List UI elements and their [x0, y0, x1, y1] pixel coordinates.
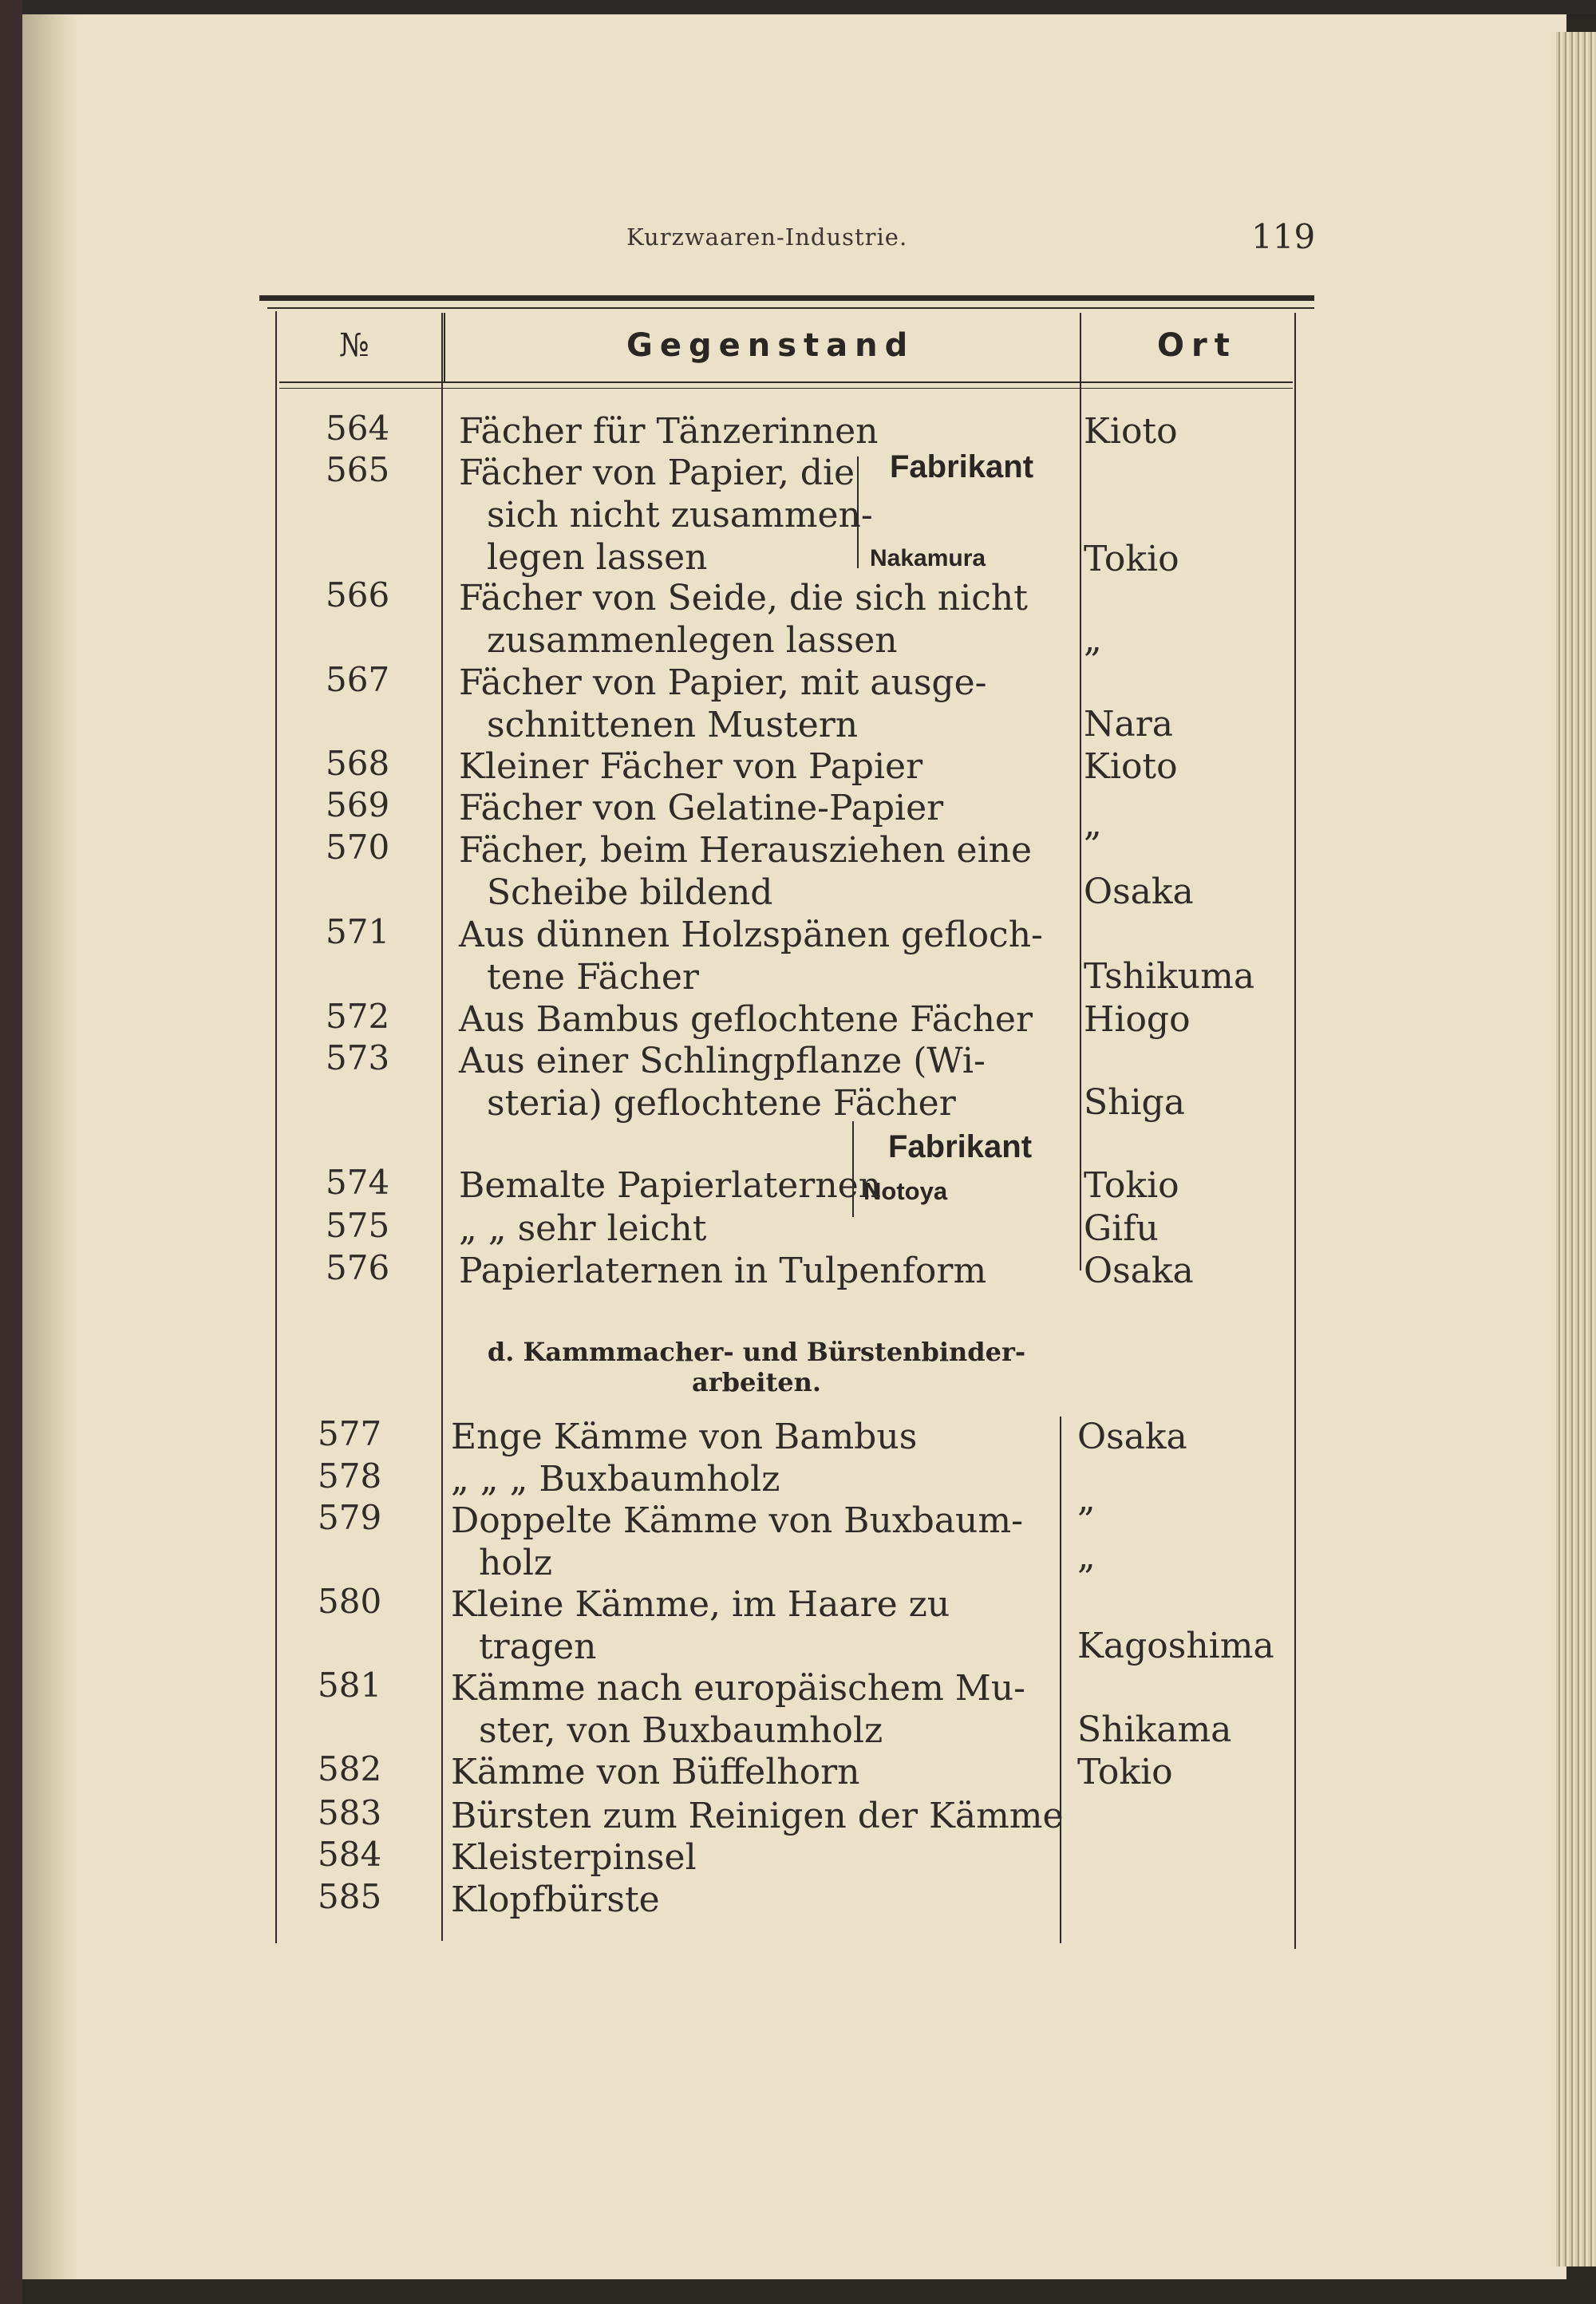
item-column-divider-lower: [1060, 1417, 1061, 1943]
item-description-line: Fächer von Seide, die sich nicht: [459, 578, 1028, 618]
page-edges: [1556, 32, 1596, 2266]
header-bottom-rule: [279, 381, 1293, 383]
item-description-line: Kleisterpinsel: [451, 1837, 697, 1878]
item-description-line: ster, von Buxbaumholz: [479, 1710, 883, 1751]
item-description-line: tragen: [479, 1626, 597, 1667]
row-number: 584: [318, 1835, 382, 1874]
item-description-line: holz: [479, 1543, 553, 1583]
page-number: 119: [1251, 217, 1316, 256]
table-top-thin-rule: [267, 307, 1314, 309]
place: Osaka: [1077, 1417, 1187, 1457]
place: Kagoshima: [1077, 1626, 1274, 1666]
item-description-line: „ „ „ Buxbaumholz: [451, 1459, 780, 1500]
row-number: 585: [318, 1877, 382, 1916]
place: Tshikuma: [1084, 956, 1255, 997]
column-header-place: Ort: [1157, 327, 1237, 364]
column-header-num: №: [339, 327, 369, 364]
header-bottom-rule-2: [279, 388, 1293, 389]
item-description-line: Klopfbürste: [451, 1879, 660, 1920]
item-description-line: Bemalte Papierlaternen: [459, 1165, 882, 1206]
maker-name: Nakamura: [870, 545, 986, 571]
row-number: 567: [326, 660, 390, 699]
row-number: 576: [326, 1248, 390, 1287]
row-number: 573: [326, 1038, 390, 1077]
item-description-line: „ „ sehr leicht: [459, 1208, 707, 1249]
item-description-line: Aus einer Schlingpflanze (Wi-: [459, 1041, 986, 1081]
item-description-line: Aus Bambus geflochtene Fächer: [459, 999, 1033, 1040]
top-background: [0, 0, 1596, 14]
place: „: [1084, 804, 1102, 844]
maker-name: Notoya: [863, 1177, 948, 1205]
book-spine: [0, 0, 22, 2304]
row-number: 580: [318, 1582, 382, 1621]
item-description-line: zusammenlegen lassen: [487, 620, 898, 661]
place: „: [1084, 619, 1102, 660]
item-description-line: Kleiner Fächer von Papier: [459, 746, 923, 787]
row-number: 569: [326, 785, 390, 824]
row-number: 574: [326, 1163, 390, 1202]
row-number: 564: [326, 409, 390, 448]
place: Tokio: [1084, 539, 1179, 579]
place: Osaka: [1084, 1251, 1194, 1291]
place: Gifu: [1084, 1208, 1159, 1249]
place: Shikama: [1077, 1709, 1232, 1750]
row-number: 583: [318, 1793, 382, 1832]
item-description-line: Fächer von Papier, mit ausge-: [459, 662, 987, 703]
item-description-line: Kämme nach europäischem Mu-: [451, 1668, 1026, 1709]
row-number: 566: [326, 575, 390, 615]
item-description-line: Papierlaternen in Tulpenform: [459, 1251, 987, 1291]
item-description-line: Bürsten zum Reinigen der Kämme: [451, 1796, 1064, 1836]
fabrikant-label: Fabrikant: [890, 449, 1034, 484]
place: Nara: [1084, 704, 1173, 745]
running-title: Kurzwaaren-Industrie.: [626, 223, 908, 251]
item-description-line: Fächer, beim Herausziehen eine: [459, 830, 1033, 871]
row-number: 581: [318, 1666, 382, 1705]
item-description-line: Scheibe bildend: [487, 872, 773, 913]
row-number: 568: [326, 744, 390, 783]
table-top-rule: [259, 295, 1314, 301]
table-left-border: [275, 311, 277, 1943]
item-description-line: legen lassen: [487, 537, 708, 578]
item-description-line: Doppelte Kämme von Buxbaum-: [451, 1500, 1023, 1541]
item-description-line: sich nicht zusammen-: [487, 495, 873, 535]
item-description-line: Fächer für Tänzerinnen: [459, 411, 879, 452]
row-number: 571: [326, 912, 390, 951]
section-heading: d. Kammmacher- und Bürstenbinder-arbeiten.: [487, 1337, 1026, 1397]
item-description-line: Enge Kämme von Bambus: [451, 1417, 918, 1457]
place: Tokio: [1077, 1752, 1173, 1792]
row-number: 570: [326, 828, 390, 867]
row-number: 578: [318, 1456, 382, 1496]
item-description-line: Aus dünnen Holzspänen gefloch-: [459, 915, 1043, 955]
place: „: [1077, 1479, 1096, 1520]
place: Kioto: [1084, 411, 1178, 452]
item-column-divider-upper: [1080, 313, 1081, 1271]
item-description-line: Kleine Kämme, im Haare zu: [451, 1584, 950, 1625]
place: Kioto: [1084, 746, 1178, 787]
header-num-divider: [444, 313, 445, 383]
row-number: 577: [318, 1414, 382, 1453]
page-gutter-shadow: [22, 14, 78, 2279]
row-number: 579: [318, 1498, 382, 1537]
row-number: 575: [326, 1206, 390, 1245]
place: Hiogo: [1084, 999, 1191, 1040]
row-number: 572: [326, 997, 390, 1036]
num-column-divider: [441, 313, 443, 1941]
column-header-item: Gegenstand: [626, 327, 915, 364]
row-number: 582: [318, 1749, 382, 1788]
item-description-line: steria) geflochtene Fächer: [487, 1083, 956, 1124]
item-description-line: schnittenen Mustern: [487, 705, 859, 745]
fabrikant-label: Fabrikant: [888, 1129, 1033, 1164]
row-number: 565: [326, 450, 390, 489]
place: Tokio: [1084, 1165, 1179, 1206]
place: Shiga: [1084, 1082, 1185, 1123]
place: „: [1077, 1536, 1096, 1577]
item-description-line: tene Fächer: [487, 957, 699, 998]
table-right-border: [1294, 313, 1296, 1949]
item-description-line: Fächer von Gelatine-Papier: [459, 788, 944, 828]
item-description-line: Fächer von Papier, die: [459, 453, 855, 493]
item-description-line: Kämme von Büffelhorn: [451, 1752, 860, 1792]
place: Osaka: [1084, 871, 1194, 912]
